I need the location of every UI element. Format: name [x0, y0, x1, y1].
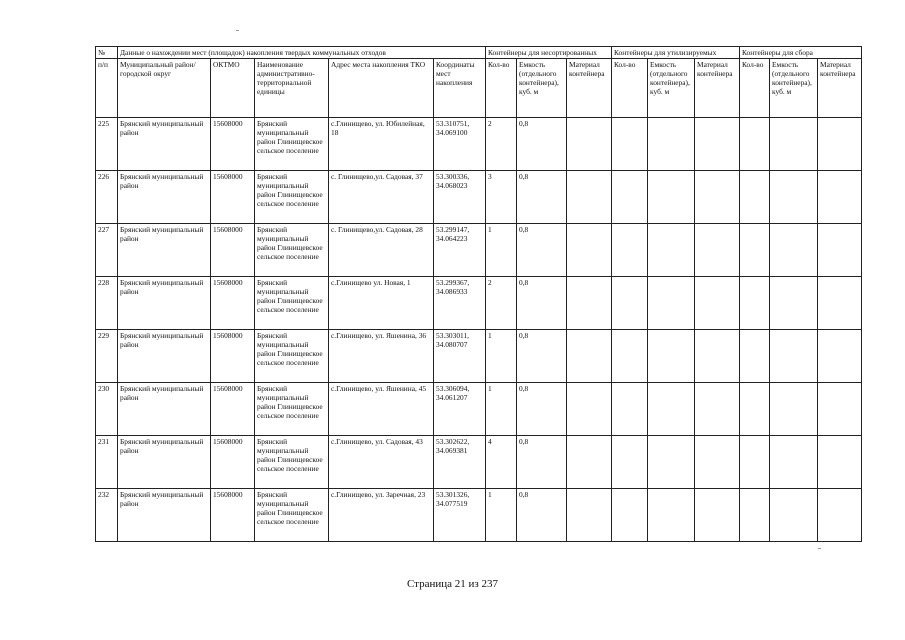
header-capacity-collect: Емкость (отдельного контейнера), куб. м — [770, 59, 818, 118]
cell-unit: Брянский муниципальный район Глинищевское сельское поселение — [255, 330, 329, 383]
header-oktmo: ОКТМО — [211, 59, 255, 118]
cell-coords: 53.299367, 34.086933 — [434, 277, 486, 330]
cell-empty — [567, 383, 612, 436]
cell-capacity: 0,8 — [517, 118, 567, 171]
cell-unit: Брянский муниципальный район Глинищевское сельское поселение — [255, 436, 329, 489]
cell-empty — [770, 330, 818, 383]
cell-coords: 53.301326, 34.077519 — [434, 489, 486, 542]
cell-empty — [695, 330, 740, 383]
cell-empty — [695, 224, 740, 277]
cell-address: с. Глинищево,ул. Садовая, 28 — [329, 224, 434, 277]
cell-qty: 2 — [486, 118, 517, 171]
cell-oktmo: 15608000 — [211, 224, 255, 277]
cell-empty — [648, 436, 695, 489]
header-unit: Наименование административно-территориальной единицы — [255, 59, 329, 118]
cell-empty — [740, 489, 770, 542]
cell-empty — [770, 489, 818, 542]
cell-empty — [648, 224, 695, 277]
table-row — [96, 118, 862, 171]
cell-empty — [770, 436, 818, 489]
cell-oktmo: 15608000 — [211, 277, 255, 330]
cell-n: 226 — [96, 171, 118, 224]
cell-qty: 4 — [486, 436, 517, 489]
cell-oktmo: 15608000 — [211, 171, 255, 224]
table-row — [96, 383, 862, 436]
cell-empty — [567, 436, 612, 489]
cell-coords: 53.303011, 34.080707 — [434, 330, 486, 383]
cell-empty — [648, 383, 695, 436]
cell-qty: 1 — [486, 330, 517, 383]
cell-empty — [567, 118, 612, 171]
header-capacity: Емкость (отдельного контейнера), куб. м — [517, 59, 567, 118]
cell-qty: 1 — [486, 224, 517, 277]
table-row — [96, 277, 862, 330]
cell-empty — [612, 489, 648, 542]
cell-empty — [648, 277, 695, 330]
cell-empty — [567, 330, 612, 383]
cell-empty — [612, 224, 648, 277]
cell-qty: 2 — [486, 277, 517, 330]
cell-oktmo: 15608000 — [211, 489, 255, 542]
cell-n: 231 — [96, 436, 118, 489]
cell-address: с.Глинищево, ул. Яшенина, 36 — [329, 330, 434, 383]
cell-district: Брянский муниципальный район — [118, 330, 211, 383]
cell-unit: Брянский муниципальный район Глинищевское сельское поселение — [255, 118, 329, 171]
cell-empty — [818, 118, 862, 171]
cell-coords: 53.310751, 34.069100 — [434, 118, 486, 171]
cell-address: с.Глинищево, ул. Заречная, 23 — [329, 489, 434, 542]
cell-unit: Брянский муниципальный район Глинищевское сельское поселение — [255, 383, 329, 436]
cell-empty — [740, 118, 770, 171]
cell-address: с.Глинищево, ул. Яшенина, 45 — [329, 383, 434, 436]
cell-unit: Брянский муниципальный район Глинищевское сельское поселение — [255, 489, 329, 542]
cell-district: Брянский муниципальный район — [118, 224, 211, 277]
cell-empty — [740, 383, 770, 436]
cell-empty — [818, 171, 862, 224]
page-number: Страница 21 из 237 — [406, 578, 499, 590]
header-group-collect: Контейнеры для сбора — [740, 47, 862, 59]
cell-coords: 53.302622, 34.069381 — [434, 436, 486, 489]
cell-n: 232 — [96, 489, 118, 542]
cell-coords: 53.299147, 34.064223 — [434, 224, 486, 277]
waste-sites-table — [95, 46, 862, 542]
cell-qty: 3 — [486, 171, 517, 224]
cell-n: 225 — [96, 118, 118, 171]
cell-address: с. Глинищево,ул. Садовая, 37 — [329, 171, 434, 224]
cell-district: Брянский муниципальный район — [118, 436, 211, 489]
cell-unit: Брянский муниципальный район Глинищевское сельское поселение — [255, 277, 329, 330]
cell-empty — [648, 118, 695, 171]
cell-capacity: 0,8 — [517, 383, 567, 436]
cell-unit: Брянский муниципальный район Глинищевское сельское поселение — [255, 224, 329, 277]
header-address: Адрес места накопления ТКО — [329, 59, 434, 118]
cell-empty — [567, 489, 612, 542]
cell-n: 228 — [96, 277, 118, 330]
table-row — [96, 489, 862, 542]
cell-empty — [740, 436, 770, 489]
cell-unit: Брянский муниципальный район Глинищевское сельское поселение — [255, 171, 329, 224]
header-material-collect: Материал контейнера — [818, 59, 862, 118]
cell-empty — [770, 277, 818, 330]
cell-empty — [612, 383, 648, 436]
cell-empty — [612, 277, 648, 330]
cell-empty — [818, 277, 862, 330]
cell-oktmo: 15608000 — [211, 330, 255, 383]
cell-empty — [770, 171, 818, 224]
cell-empty — [740, 171, 770, 224]
cell-capacity: 0,8 — [517, 330, 567, 383]
header-material-util: Материал контейнера — [695, 59, 740, 118]
table-row — [96, 171, 862, 224]
header-district: Муниципальный район/городской округ — [118, 59, 211, 118]
cell-empty — [612, 330, 648, 383]
cell-capacity: 0,8 — [517, 489, 567, 542]
cell-empty — [770, 383, 818, 436]
cell-empty — [818, 436, 862, 489]
cell-empty — [770, 224, 818, 277]
table-row — [96, 330, 862, 383]
cell-empty — [648, 330, 695, 383]
cell-n: 230 — [96, 383, 118, 436]
cell-empty — [740, 277, 770, 330]
cell-capacity: 0,8 — [517, 277, 567, 330]
cell-capacity: 0,8 — [517, 224, 567, 277]
cell-district: Брянский муниципальный район — [118, 277, 211, 330]
cell-capacity: 0,8 — [517, 171, 567, 224]
cell-empty — [695, 489, 740, 542]
cell-oktmo: 15608000 — [211, 436, 255, 489]
cell-empty — [695, 118, 740, 171]
header-group-data: Данные о нахождении мест (площадок) накопления твердых коммунальных отходов — [118, 47, 486, 59]
table-row — [96, 224, 862, 277]
cell-empty — [695, 436, 740, 489]
cell-district: Брянский муниципальный район — [118, 118, 211, 171]
header-group-unsorted: Контейнеры для несортированных — [486, 47, 612, 59]
cell-capacity: 0,8 — [517, 436, 567, 489]
header-qty-util: Кол-во — [612, 59, 648, 118]
cell-empty — [567, 277, 612, 330]
cell-empty — [612, 118, 648, 171]
header-coords: Координаты мест накопления — [434, 59, 486, 118]
cell-empty — [567, 171, 612, 224]
cell-coords: 53.300336, 34.068023 — [434, 171, 486, 224]
cell-empty — [818, 330, 862, 383]
cell-empty — [695, 171, 740, 224]
cell-n: 229 — [96, 330, 118, 383]
cell-empty — [740, 224, 770, 277]
cell-empty — [648, 171, 695, 224]
header-qty: Кол-во — [486, 59, 517, 118]
cell-empty — [818, 489, 862, 542]
cell-oktmo: 15608000 — [211, 118, 255, 171]
cell-empty — [818, 383, 862, 436]
cell-empty — [612, 436, 648, 489]
header-group-util: Контейнеры для утилизируемых — [612, 47, 740, 59]
header-num: № — [96, 47, 118, 59]
cell-address: с.Глинищево, ул. Садовая, 43 — [329, 436, 434, 489]
cell-empty — [770, 118, 818, 171]
cell-empty — [648, 489, 695, 542]
cell-empty — [740, 330, 770, 383]
cell-qty: 1 — [486, 383, 517, 436]
cell-n: 227 — [96, 224, 118, 277]
table-row — [96, 436, 862, 489]
cell-oktmo: 15608000 — [211, 383, 255, 436]
cell-empty — [612, 171, 648, 224]
cell-district: Брянский муниципальный район — [118, 171, 211, 224]
cell-qty: 1 — [486, 489, 517, 542]
cell-district: Брянский муниципальный район — [118, 383, 211, 436]
cell-empty — [695, 277, 740, 330]
cell-empty — [818, 224, 862, 277]
header-qty-collect: Кол-во — [740, 59, 770, 118]
header-pn: п/п — [96, 59, 118, 118]
header-capacity-util: Емкость (отдельного контейнера), куб. м — [648, 59, 695, 118]
header-material: Материал контейнера — [567, 59, 612, 118]
cell-empty — [567, 224, 612, 277]
registry-sheet — [95, 46, 862, 542]
cell-empty — [695, 383, 740, 436]
cell-address: с.Глинищево, ул. Юбилейная, 18 — [329, 118, 434, 171]
cell-district: Брянский муниципальный район — [118, 489, 211, 542]
cell-coords: 53.306094, 34.061207 — [434, 383, 486, 436]
cell-address: с.Глинищево ул. Новая, 1 — [329, 277, 434, 330]
